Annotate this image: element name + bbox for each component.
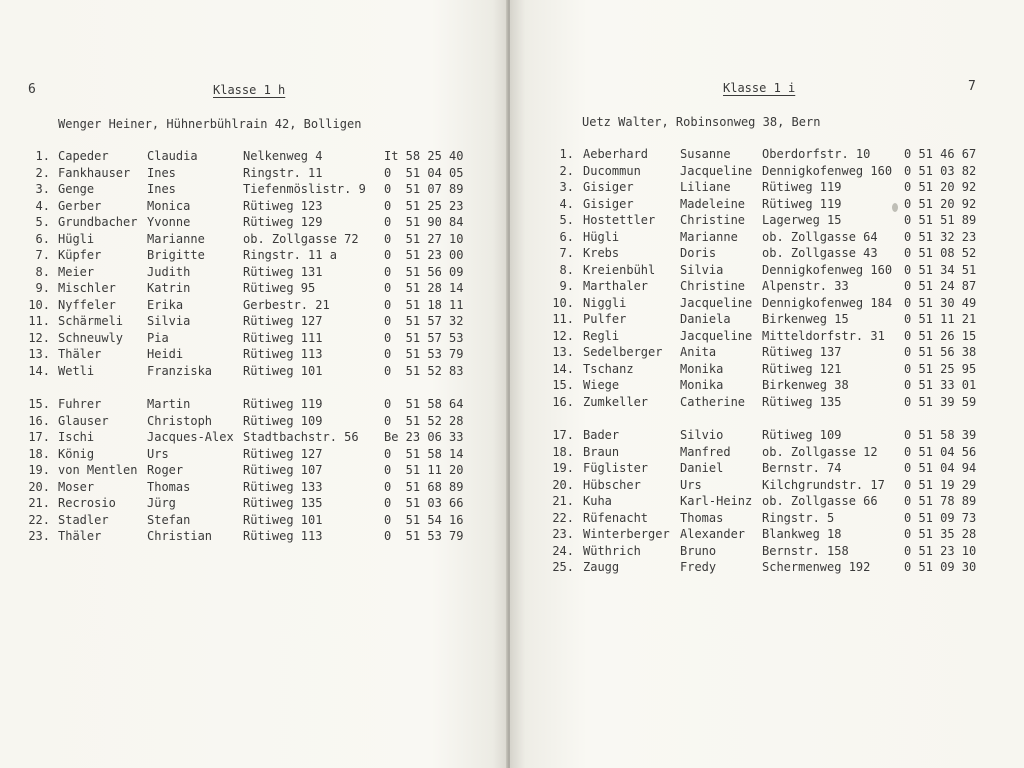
phone-number: 0 51 68 89: [384, 479, 464, 494]
row-number: 11.: [552, 312, 574, 326]
first-name: Stefan: [147, 512, 191, 527]
row-number: 15.: [28, 397, 50, 411]
last-name: Zaugg: [583, 560, 620, 574]
last-name: Pulfer: [583, 312, 627, 326]
first-name: Marianne: [680, 229, 738, 244]
list-item: [510, 278, 1024, 294]
first-name: Yvonne: [147, 215, 191, 229]
phone-number: 0 51 25 23: [384, 198, 464, 213]
first-name: Brigitte: [147, 248, 205, 262]
first-name: Alexander: [680, 527, 746, 541]
last-name: Hübscher: [583, 477, 641, 492]
last-name: Glauser: [58, 413, 109, 428]
row-number: 16.: [28, 413, 50, 428]
last-name: Hügli: [58, 231, 95, 246]
phone-number: 0 51 20 92: [904, 196, 977, 211]
list-item: [0, 280, 508, 296]
ink-smudge: [892, 203, 898, 212]
first-name: Urs: [680, 477, 702, 492]
list-item: [0, 396, 508, 412]
list-item: [510, 245, 1024, 261]
list-item: [510, 460, 1024, 476]
last-name: Gisiger: [583, 196, 634, 211]
last-name: Mischler: [58, 281, 116, 295]
phone-number: 0 51 35 28: [904, 527, 977, 541]
phone-number: 0 51 03 66: [384, 496, 464, 510]
address: Bernstr. 74: [762, 461, 842, 475]
address: Rütiweg 111: [243, 330, 323, 345]
first-name: Daniela: [680, 312, 731, 326]
row-number: 20.: [28, 479, 50, 494]
class-title: Klasse 1 i: [723, 81, 796, 95]
right-page: [510, 0, 1024, 768]
first-name: Ines: [147, 165, 176, 180]
phone-number: 0 51 04 56: [904, 444, 977, 459]
phone-number: 0 51 58 39: [904, 428, 977, 442]
phone-number: 0 51 19 29: [904, 477, 977, 492]
list-item: [0, 528, 508, 544]
teacher-line: Uetz Walter, Robinsonweg 38, Bern: [582, 115, 821, 129]
last-name: Meier: [58, 264, 95, 279]
list-item: [0, 413, 508, 429]
first-name: Daniel: [680, 461, 724, 475]
last-name: Küpfer: [58, 248, 102, 262]
list-item: [0, 165, 508, 181]
address: Dennigkofenweg 160: [762, 262, 893, 277]
address: Kilchgrundstr. 17: [762, 477, 885, 492]
phone-number: 0 51 56 09: [384, 264, 464, 279]
first-name: Judith: [147, 264, 191, 279]
first-name: Heidi: [147, 347, 184, 361]
address: Rütiweg 113: [243, 347, 323, 361]
address: ob. Zollgasse 43: [762, 246, 878, 260]
last-name: Capeder: [58, 149, 109, 163]
phone-number: 0 51 26 15: [904, 328, 977, 343]
last-name: Moser: [58, 479, 95, 494]
phone-number: 0 51 52 28: [384, 413, 464, 428]
list-item: [510, 295, 1024, 311]
last-name: Genge: [58, 182, 95, 196]
row-number: 17.: [552, 428, 574, 442]
phone-number: 0 51 30 49: [904, 295, 977, 310]
address: Rütiweg 135: [762, 394, 842, 409]
phone-number: 0 51 57 32: [384, 314, 464, 328]
address: Rütiweg 119: [243, 397, 323, 411]
row-number: 1.: [559, 147, 574, 161]
address: Dennigkofenweg 160: [762, 163, 893, 178]
list-item: [510, 543, 1024, 559]
address: Nelkenweg 4: [243, 149, 323, 163]
phone-number: 0 51 09 73: [904, 510, 977, 525]
phone-number: 0 51 27 10: [384, 231, 464, 246]
row-number: 5.: [559, 213, 574, 227]
last-name: Krebs: [583, 246, 620, 260]
left-page: [0, 0, 508, 768]
list-item: [0, 446, 508, 462]
first-name: Pia: [147, 330, 169, 345]
phone-number: 0 51 57 53: [384, 330, 464, 345]
row-number: 13.: [28, 347, 50, 361]
row-number: 8.: [35, 264, 50, 279]
phone-number: 0 51 23 10: [904, 543, 977, 558]
address: Rütiweg 101: [243, 363, 323, 378]
row-number: 5.: [35, 215, 50, 229]
address: Rütiweg 101: [243, 512, 323, 527]
phone-number: 0 51 18 11: [384, 297, 464, 312]
list-item: [0, 231, 508, 247]
address: Rütiweg 113: [243, 529, 323, 543]
first-name: Marianne: [147, 231, 205, 246]
last-name: Recrosio: [58, 496, 116, 510]
last-name: Sedelberger: [583, 345, 663, 359]
phone-number: 0 51 51 89: [904, 213, 977, 227]
first-name: Roger: [147, 463, 184, 477]
row-number: 9.: [559, 279, 574, 293]
row-number: 21.: [552, 494, 574, 508]
address: ob. Zollgasse 12: [762, 444, 878, 459]
address: Rütiweg 121: [762, 361, 842, 376]
row-number: 22.: [28, 512, 50, 527]
phone-number: 0 51 28 14: [384, 281, 464, 295]
last-name: Gerber: [58, 198, 102, 213]
last-name: Hügli: [583, 229, 620, 244]
row-number: 4.: [559, 196, 574, 211]
phone-number: 0 51 53 79: [384, 347, 464, 361]
phone-number: 0 51 09 30: [904, 560, 977, 574]
last-name: Aeberhard: [583, 147, 649, 161]
list-item: [510, 262, 1024, 278]
address: ob. Zollgasse 64: [762, 229, 878, 244]
last-name: Winterberger: [583, 527, 670, 541]
last-name: Zumkeller: [583, 394, 649, 409]
row-number: 21.: [28, 496, 50, 510]
phone-number: 0 51 11 20: [384, 463, 464, 477]
address: Alpenstr. 33: [762, 279, 849, 293]
address: ob. Zollgasse 66: [762, 494, 878, 508]
last-name: Wiege: [583, 378, 620, 392]
list-item: [510, 394, 1024, 410]
row-number: 24.: [552, 543, 574, 558]
row-number: 7.: [35, 248, 50, 262]
row-number: 3.: [559, 180, 574, 194]
first-name: Susanne: [680, 147, 731, 161]
last-name: Niggli: [583, 295, 627, 310]
phone-number: 0 51 33 01: [904, 378, 977, 392]
first-name: Jacques-Alex: [147, 430, 234, 444]
row-number: 10.: [28, 297, 50, 312]
address: Ringstr. 11 a: [243, 248, 337, 262]
address: Rütiweg 95: [243, 281, 316, 295]
row-number: 15.: [552, 378, 574, 392]
first-name: Jacqueline: [680, 295, 753, 310]
last-name: Wetli: [58, 363, 95, 378]
list-item: [0, 479, 508, 495]
phone-number: 0 51 58 14: [384, 446, 464, 461]
address: Bernstr. 158: [762, 543, 849, 558]
row-number: 20.: [552, 477, 574, 492]
address: Ringstr. 11: [243, 165, 323, 180]
last-name: Kreienbühl: [583, 262, 656, 277]
first-name: Silvia: [147, 314, 191, 328]
list-item: [0, 148, 508, 164]
list-item: [0, 313, 508, 329]
list-item: [510, 229, 1024, 245]
phone-number: 0 51 08 52: [904, 246, 977, 260]
address: Ringstr. 5: [762, 510, 835, 525]
phone-number: It 58 25 40: [384, 149, 464, 163]
first-name: Karl-Heinz: [680, 494, 753, 508]
last-name: Thäler: [58, 347, 102, 361]
first-name: Thomas: [680, 510, 724, 525]
phone-number: 0 51 11 21: [904, 312, 977, 326]
last-name: Braun: [583, 444, 620, 459]
last-name: Bader: [583, 428, 620, 442]
list-item: [0, 214, 508, 230]
address: Rütiweg 127: [243, 314, 323, 328]
first-name: Christoph: [147, 413, 213, 428]
row-number: 10.: [552, 295, 574, 310]
list-item: [0, 363, 508, 379]
row-number: 7.: [559, 246, 574, 260]
row-number: 14.: [28, 363, 50, 378]
first-name: Katrin: [147, 281, 191, 295]
list-item: [510, 510, 1024, 526]
address: Rütiweg 119: [762, 196, 842, 211]
row-number: 1.: [35, 149, 50, 163]
row-number: 23.: [552, 527, 574, 541]
row-number: 8.: [559, 262, 574, 277]
phone-number: 0 51 78 89: [904, 494, 977, 508]
row-number: 17.: [28, 430, 50, 444]
first-name: Monika: [680, 361, 724, 376]
phone-number: 0 51 34 51: [904, 262, 977, 277]
first-name: Manfred: [680, 444, 731, 459]
row-number: 22.: [552, 510, 574, 525]
phone-number: 0 51 23 00: [384, 248, 464, 262]
list-item: [510, 493, 1024, 509]
first-name: Monica: [147, 198, 191, 213]
phone-number: Be 23 06 33: [384, 430, 464, 444]
address: Rütiweg 127: [243, 446, 323, 461]
phone-number: 0 51 07 89: [384, 182, 464, 196]
first-name: Madeleine: [680, 196, 746, 211]
list-item: [0, 346, 508, 362]
address: Rütiweg 135: [243, 496, 323, 510]
row-number: 12.: [552, 328, 574, 343]
first-name: Liliane: [680, 180, 731, 194]
row-number: 19.: [552, 461, 574, 475]
first-name: Claudia: [147, 149, 198, 163]
row-number: 6.: [559, 229, 574, 244]
row-number: 16.: [552, 394, 574, 409]
last-name: Ischi: [58, 430, 95, 444]
list-item: [0, 512, 508, 528]
phone-number: 0 51 04 94: [904, 461, 977, 475]
first-name: Erika: [147, 297, 184, 312]
row-number: 25.: [552, 560, 574, 574]
row-number: 18.: [552, 444, 574, 459]
list-item: [510, 377, 1024, 393]
first-name: Franziska: [147, 363, 213, 378]
first-name: Anita: [680, 345, 717, 359]
first-name: Silvia: [680, 262, 724, 277]
first-name: Christine: [680, 213, 746, 227]
address: Blankweg 18: [762, 527, 842, 541]
list-item: [510, 311, 1024, 327]
list-item: [0, 297, 508, 313]
first-name: Silvio: [680, 428, 724, 442]
first-name: Jacqueline: [680, 163, 753, 178]
phone-number: 0 51 52 83: [384, 363, 464, 378]
row-number: 23.: [28, 529, 50, 543]
address: Rütiweg 123: [243, 198, 323, 213]
row-number: 4.: [35, 198, 50, 213]
last-name: Kuha: [583, 494, 612, 508]
address: Birkenweg 38: [762, 378, 849, 392]
last-name: König: [58, 446, 95, 461]
last-name: Wüthrich: [583, 543, 641, 558]
list-item: [510, 344, 1024, 360]
first-name: Jacqueline: [680, 328, 753, 343]
phone-number: 0 51 46 67: [904, 147, 977, 161]
phone-number: 0 51 56 38: [904, 345, 977, 359]
address: Mitteldorfstr. 31: [762, 328, 885, 343]
list-item: [510, 163, 1024, 179]
first-name: Christine: [680, 279, 746, 293]
last-name: Hostettler: [583, 213, 656, 227]
address: Rütiweg 133: [243, 479, 323, 494]
address: Rütiweg 109: [243, 413, 323, 428]
list-item: [0, 247, 508, 263]
address: Rütiweg 119: [762, 180, 842, 194]
phone-number: 0 51 04 05: [384, 165, 464, 180]
list-item: [0, 330, 508, 346]
last-name: Marthaler: [583, 279, 649, 293]
first-name: Bruno: [680, 543, 717, 558]
last-name: Rüfenacht: [583, 510, 649, 525]
list-item: [510, 559, 1024, 575]
row-number: 3.: [35, 182, 50, 196]
row-number: 13.: [552, 345, 574, 359]
last-name: Tschanz: [583, 361, 634, 376]
list-item: [0, 264, 508, 280]
phone-number: 0 51 58 64: [384, 397, 464, 411]
list-item: [510, 212, 1024, 228]
page-number: 7: [968, 79, 976, 94]
address: Gerbestr. 21: [243, 297, 330, 312]
address: Tiefenmöslistr. 9: [243, 182, 366, 196]
phone-number: 0 51 90 84: [384, 215, 464, 229]
phone-number: 0 51 25 95: [904, 361, 977, 376]
phone-number: 0 51 20 92: [904, 180, 977, 194]
list-item: [0, 429, 508, 445]
address: Rütiweg 129: [243, 215, 323, 229]
phone-number: 0 51 39 59: [904, 394, 977, 409]
last-name: Ducommun: [583, 163, 641, 178]
address: Birkenweg 15: [762, 312, 849, 326]
last-name: Stadler: [58, 512, 109, 527]
first-name: Christian: [147, 529, 213, 543]
first-name: Thomas: [147, 479, 191, 494]
first-name: Jürg: [147, 496, 176, 510]
address: Rütiweg 137: [762, 345, 842, 359]
list-item: [510, 146, 1024, 162]
last-name: von Mentlen: [58, 463, 138, 477]
row-number: 18.: [28, 446, 50, 461]
row-number: 14.: [552, 361, 574, 376]
row-number: 11.: [28, 314, 50, 328]
class-title: Klasse 1 h: [213, 83, 286, 97]
page-number: 6: [28, 82, 36, 97]
phone-number: 0 51 54 16: [384, 512, 464, 527]
list-item: [510, 444, 1024, 460]
address: Rütiweg 131: [243, 264, 323, 279]
last-name: Thäler: [58, 529, 102, 543]
phone-number: 0 51 03 82: [904, 163, 977, 178]
first-name: Monika: [680, 378, 724, 392]
list-item: [0, 462, 508, 478]
list-item: [510, 427, 1024, 443]
row-number: 19.: [28, 463, 50, 477]
first-name: Doris: [680, 246, 717, 260]
row-number: 2.: [35, 165, 50, 180]
row-number: 9.: [35, 281, 50, 295]
last-name: Fuhrer: [58, 397, 102, 411]
list-item: [0, 495, 508, 511]
address: Rütiweg 107: [243, 463, 323, 477]
last-name: Fankhauser: [58, 165, 131, 180]
first-name: Martin: [147, 397, 191, 411]
list-item: [510, 477, 1024, 493]
last-name: Schärmeli: [58, 314, 124, 328]
row-number: 12.: [28, 330, 50, 345]
row-number: 6.: [35, 231, 50, 246]
list-item: [0, 198, 508, 214]
last-name: Füglister: [583, 461, 649, 475]
list-item: [0, 181, 508, 197]
list-item: [510, 361, 1024, 377]
list-item: [510, 328, 1024, 344]
address: Dennigkofenweg 184: [762, 295, 893, 310]
list-item: [510, 179, 1024, 195]
last-name: Nyffeler: [58, 297, 116, 312]
address: Stadtbachstr. 56: [243, 430, 359, 444]
address: ob. Zollgasse 72: [243, 231, 359, 246]
teacher-line: Wenger Heiner, Hühnerbühlrain 42, Bolligen: [58, 117, 362, 131]
list-item: [510, 196, 1024, 212]
list-item: [510, 526, 1024, 542]
first-name: Ines: [147, 182, 176, 196]
phone-number: 0 51 32 23: [904, 229, 977, 244]
first-name: Fredy: [680, 560, 717, 574]
first-name: Urs: [147, 446, 169, 461]
address: Lagerweg 15: [762, 213, 842, 227]
address: Schermenweg 192: [762, 560, 871, 574]
phone-number: 0 51 53 79: [384, 529, 464, 543]
last-name: Schneuwly: [58, 330, 124, 345]
last-name: Regli: [583, 328, 620, 343]
phone-number: 0 51 24 87: [904, 279, 977, 293]
address: Oberdorfstr. 10: [762, 147, 871, 161]
first-name: Catherine: [680, 394, 746, 409]
last-name: Grundbacher: [58, 215, 138, 229]
row-number: 2.: [559, 163, 574, 178]
last-name: Gisiger: [583, 180, 634, 194]
address: Rütiweg 109: [762, 428, 842, 442]
